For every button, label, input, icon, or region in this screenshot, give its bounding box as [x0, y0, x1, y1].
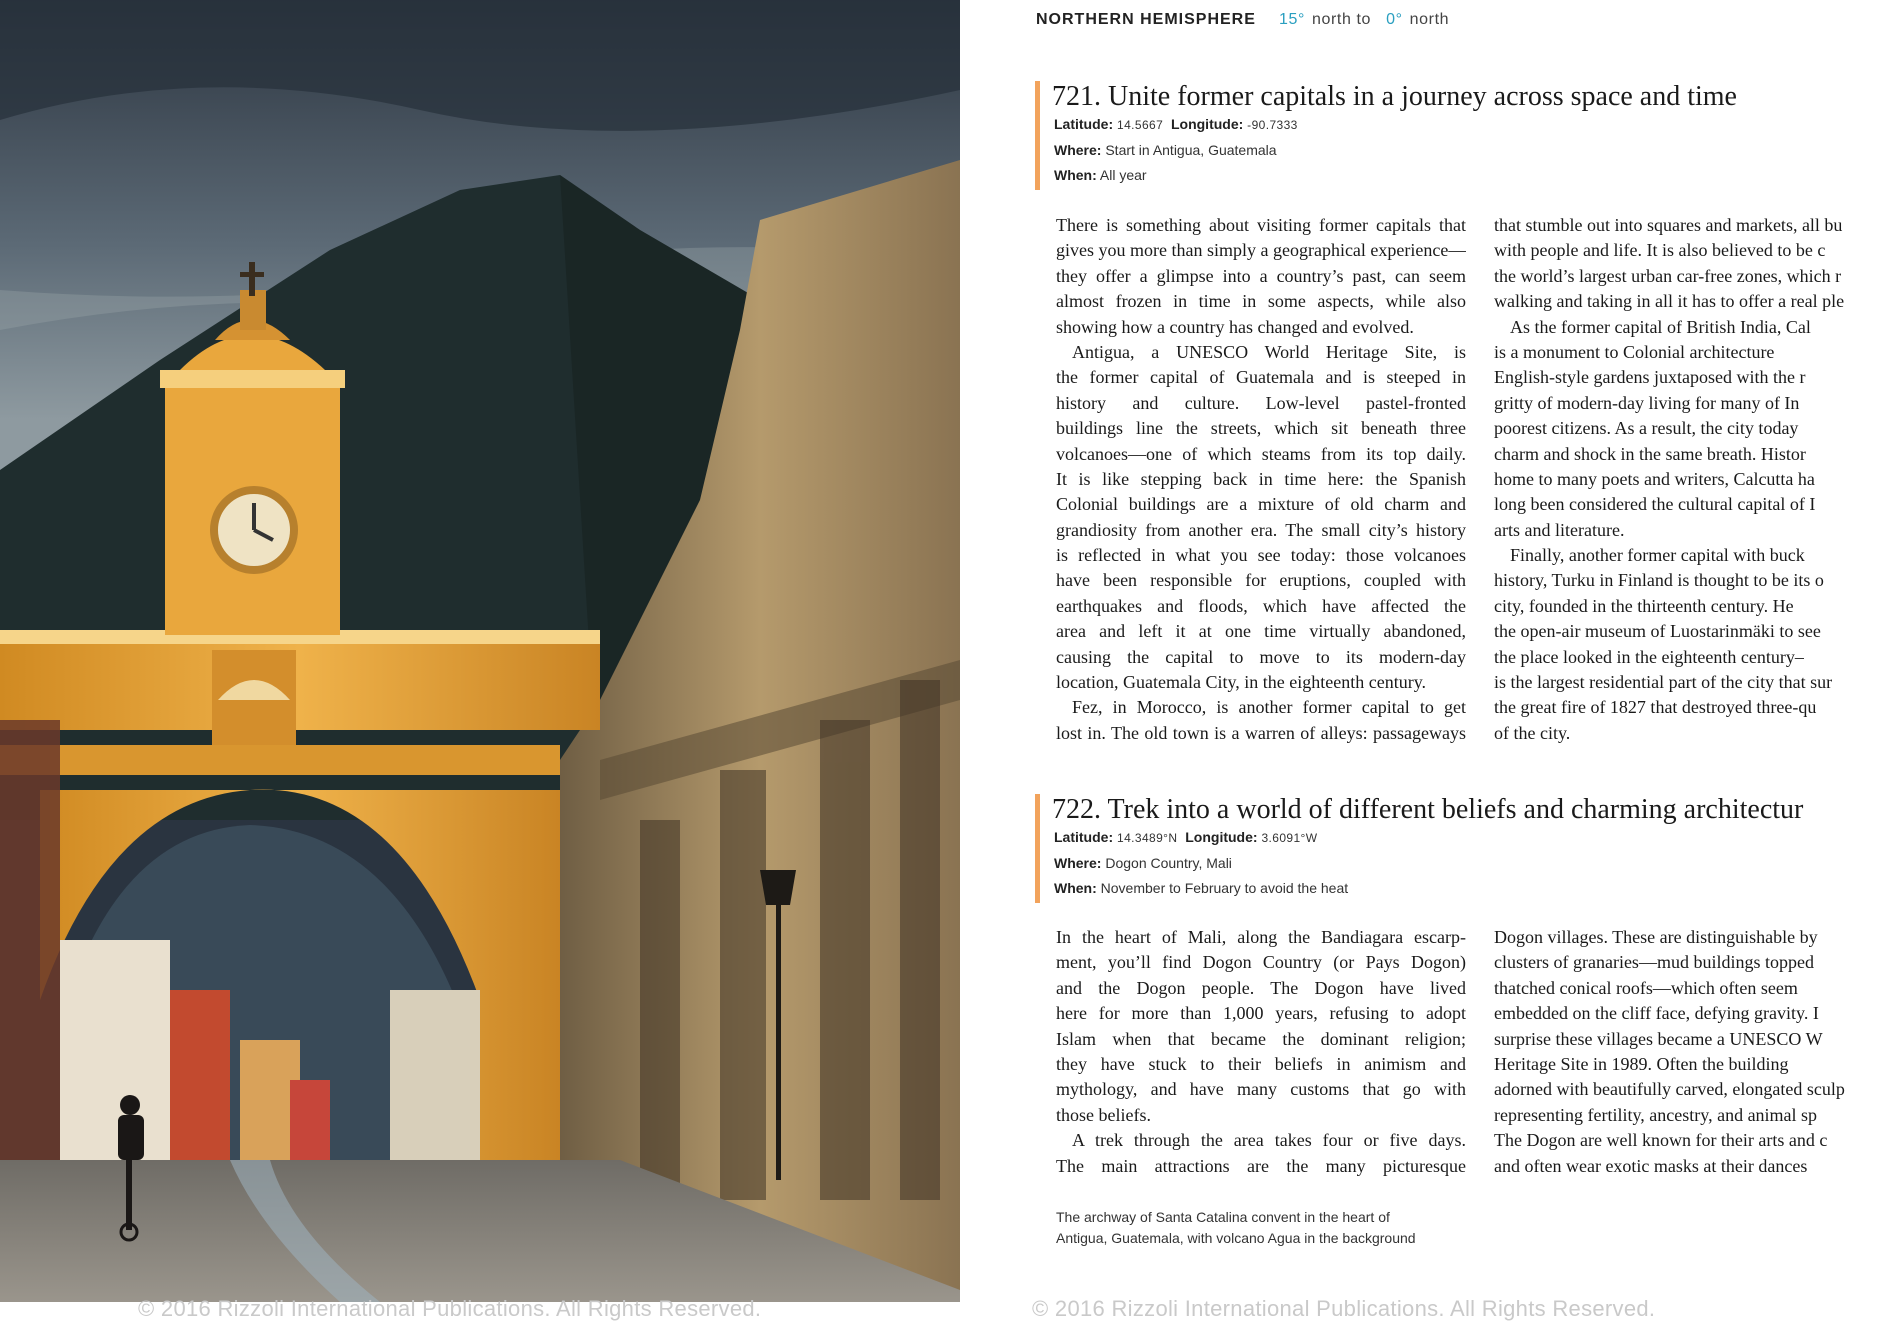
body-text-line: Colonial buildings are a mixture of old charm and [1056, 494, 1466, 515]
body-text-line: the place looked in the eighteenth century– [1494, 646, 1804, 667]
body-text-line: representing fertility, ancestry, and animal sp [1494, 1104, 1818, 1125]
entry-accent-bar [1035, 794, 1040, 903]
body-text-line: earthquakes and floods, which have affected the [1056, 595, 1466, 616]
body-text-line: A trek through the area takes four or five days. [1072, 1130, 1466, 1151]
body-text-line: gritty of modern-day living for many of In [1494, 392, 1800, 413]
from-word: north to [1312, 11, 1372, 28]
body-text-line: have been responsible for eruptions, coupled with [1056, 570, 1466, 591]
where-value: Start in Antigua, Guatemala [1105, 142, 1277, 158]
body-column-right [1494, 213, 1868, 746]
body-text-line: with people and life. It is also believed to be c [1494, 240, 1826, 261]
hemisphere-label: NORTHERN HEMISPHERE [1036, 11, 1256, 28]
copyright-notice-right: © 2016 Rizzoli International Publications. All Rights Reserved. [1032, 1296, 1656, 1321]
body-text-line: Islam when that became the dominant religion; [1056, 1028, 1466, 1049]
body-text-line: causing the capital to move to its modern-day [1056, 646, 1466, 667]
coordinates-line [1054, 116, 1298, 132]
body-text-line: Fez, in Morocco, is another former capital to get [1072, 697, 1466, 718]
body-text-line: surprise these villages became a UNESCO W [1494, 1028, 1823, 1049]
when-value: All year [1099, 167, 1147, 183]
right-page [960, 0, 1895, 1318]
body-text-line: The Dogon are well known for their arts and c [1494, 1130, 1828, 1151]
body-text-line: lost in. The old town is a warren of alleys: passageways [1056, 722, 1466, 743]
body-text-line: the former capital of Guatemala and is steeped in [1056, 367, 1466, 388]
caption-line: The archway of Santa Catalina convent in the heart of [1056, 1209, 1390, 1225]
body-text-line: arts and literature. [1494, 519, 1625, 540]
body-column-left [1056, 213, 1466, 746]
body-column-left [1056, 925, 1466, 1179]
latitude-label: Latitude: [1054, 116, 1114, 132]
body-text-line: is the largest residential part of the city that sur [1494, 672, 1833, 693]
body-text-line: Antigua, a UNESCO World Heritage Site, is [1072, 341, 1466, 362]
caption-line: Antigua, Guatemala, with volcano Agua in the background [1056, 1230, 1416, 1246]
body-text-line: Finally, another former capital with buck [1510, 545, 1805, 566]
body-text-line: gives you more than simply a geographical experience— [1056, 240, 1466, 261]
body-text-line: of the city. [1494, 722, 1571, 743]
to-degree: 0° [1386, 11, 1403, 28]
body-text-line: As the former capital of British India, Cal [1510, 316, 1811, 337]
when-value: November to February to avoid the heat [1100, 880, 1349, 896]
when-line [1054, 880, 1348, 896]
body-text-line: There is something about visiting former capitals that [1056, 215, 1466, 235]
entry-accent-bar [1035, 81, 1040, 190]
from-degree: 15° [1278, 11, 1305, 28]
where-line [1054, 855, 1232, 871]
body-text-line: mythology, and have many customs that go with [1056, 1079, 1466, 1100]
where-label: Where: [1054, 855, 1102, 871]
body-text-line: is reflected in what you see today: those volcanoes [1056, 545, 1466, 566]
when-line [1054, 167, 1147, 183]
body-text-line: history and culture. Low-level pastel-fronted [1056, 392, 1466, 413]
body-text-line: showing how a country has changed and evolved. [1056, 316, 1414, 337]
body-text-line: long been considered the cultural capital of I [1494, 494, 1816, 515]
body-text-line: walking and taking in all it has to offer a real ple [1494, 291, 1845, 312]
body-text-line: The main attractions are the many picturesque [1056, 1155, 1466, 1176]
body-text-line: they have stuck to their beliefs in animism and [1056, 1053, 1466, 1074]
body-text-line: and often wear exotic masks at their dances [1494, 1155, 1808, 1176]
body-text-line: almost frozen in time in some aspects, while also [1056, 291, 1466, 312]
body-text-line: those beliefs. [1056, 1104, 1151, 1125]
coordinates-line [1054, 829, 1317, 845]
body-text-line: here for more than 1,000 years, refusing to adopt [1056, 1003, 1466, 1024]
longitude-label: Longitude: [1170, 116, 1244, 132]
running-head [1036, 11, 1459, 35]
body-text-line: the world’s largest urban car-free zones, which r [1494, 265, 1842, 286]
body-text-line: area and left it at one time virtually abandoned, [1056, 621, 1466, 642]
body-column-right [1494, 925, 1868, 1179]
body-text-line: charm and shock in the same breath. Histor [1494, 443, 1806, 464]
body-text-line: the open-air museum of Luostarinmäki to see [1494, 621, 1821, 642]
to-word: north [1409, 11, 1450, 28]
body-text-line: is a monument to Colonial architecture [1494, 341, 1775, 362]
longitude-value: 3.6091°W [1261, 831, 1318, 845]
where-value: Dogon Country, Mali [1105, 855, 1232, 871]
body-text-line: history, Turku in Finland is thought to be its o [1494, 570, 1824, 591]
latitude-label: Latitude: [1054, 829, 1114, 845]
body-text-line: ment, you’ll find Dogon Country (or Pays Dogon) [1056, 952, 1466, 973]
body-text-line: location, Guatemala City, in the eighteenth century. [1056, 672, 1427, 693]
body-text-line: adorned with beautifully carved, elongated sculp [1494, 1079, 1845, 1100]
latitude-value: 14.5667 [1117, 118, 1164, 132]
body-text-line: grandiosity from another era. The small city’s history [1056, 519, 1466, 540]
body-text-line: and the Dogon people. The Dogon have lived [1056, 977, 1466, 998]
body-text-line: thatched conical roofs—which often seem [1494, 977, 1798, 998]
body-text-line: It is like stepping back in time here: the Spanish [1056, 468, 1466, 489]
longitude-label: Longitude: [1185, 829, 1258, 845]
body-text-line: city, founded in the thirteenth century. He [1494, 595, 1794, 616]
entry-721 [1036, 81, 1894, 761]
where-label: Where: [1054, 142, 1102, 158]
copyright-notice-left: © 2016 Rizzoli International Publications. All Rights Reserved. [138, 1296, 762, 1321]
body-text-line: embedded on the cliff face, defying gravity. I [1494, 1003, 1819, 1024]
latitude-value: 14.3489°N [1117, 831, 1178, 845]
photo-illustration [0, 0, 960, 1302]
entry-title: 721. Unite former capitals in a journey across space and time [1052, 81, 1737, 112]
where-line [1054, 142, 1277, 158]
body-text-line: clusters of granaries—mud buildings topped [1494, 952, 1814, 973]
archway-volcano-photo [0, 0, 960, 1302]
entry-722 [1036, 794, 1894, 1194]
when-label: When: [1054, 880, 1097, 896]
body-text-line: Heritage Site in 1989. Often the building [1494, 1053, 1789, 1074]
body-text-line: that stumble out into squares and markets, all bu [1494, 215, 1843, 235]
body-text-line: poorest citizens. As a result, the city today [1494, 418, 1799, 439]
body-text-line: English-style gardens juxtaposed with the r [1494, 367, 1806, 388]
body-text-line: In the heart of Mali, along the Bandiagara escarp- [1056, 927, 1466, 947]
body-text-line: buildings line the streets, which sit beneath three [1056, 418, 1466, 439]
body-text-line: Dogon villages. These are distinguishable by [1494, 927, 1818, 947]
entry-title: 722. Trek into a world of different beliefs and charming architectur [1052, 794, 1804, 825]
body-text-line: they offer a glimpse into a country’s past, can seem [1056, 265, 1466, 286]
body-text-line: volcanoes—one of which steams from its top daily. [1056, 443, 1466, 464]
body-text-line: home to many poets and writers, Calcutta ha [1494, 468, 1815, 489]
when-label: When: [1054, 167, 1097, 183]
body-text-line: the great fire of 1827 that destroyed three-qu [1494, 697, 1817, 718]
photo-caption [1056, 1207, 1476, 1249]
longitude-value: -90.7333 [1247, 118, 1298, 132]
